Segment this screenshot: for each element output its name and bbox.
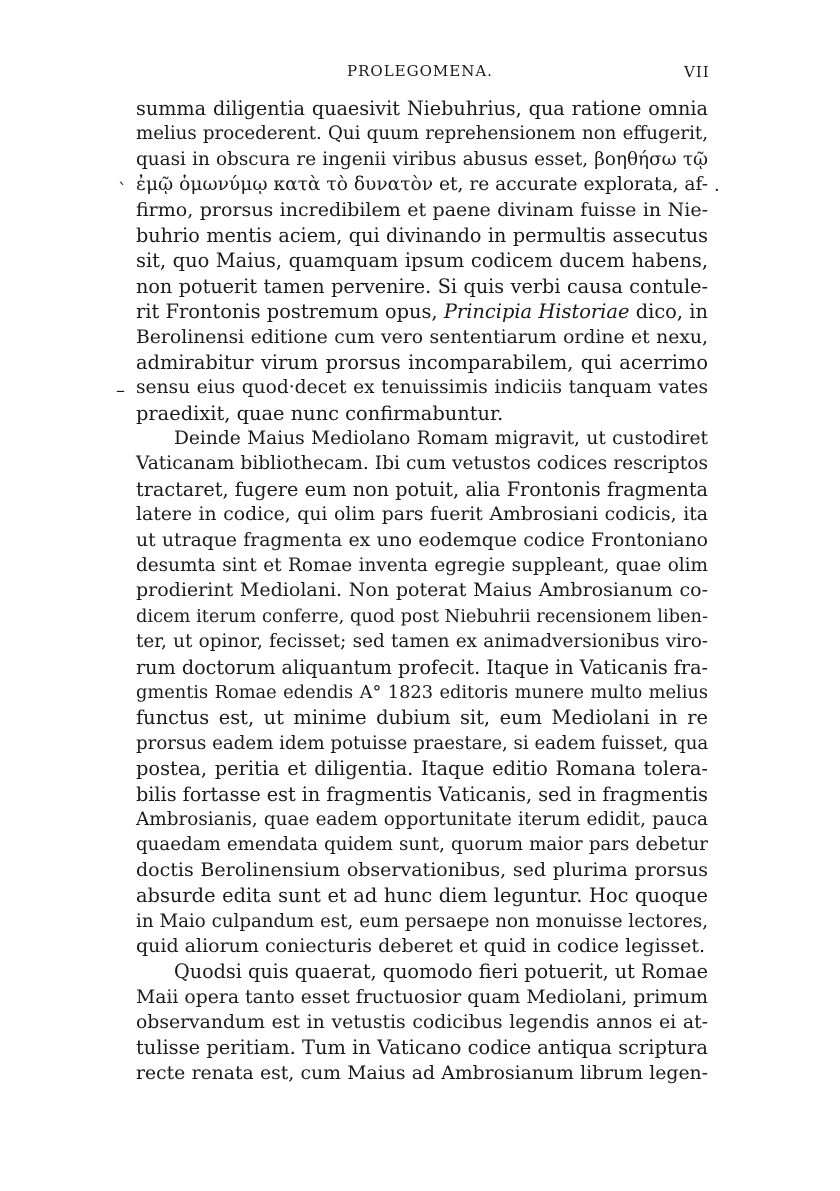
text-line: functus est, ut minime dubium sit, eum Mediolani in re — [136, 706, 708, 730]
text-line: tractaret, fugere eum non potuit, alia Frontonis fragmenta — [136, 477, 708, 501]
text-line: bilis fortasse est in fragmentis Vaticanis, sed in fragmentis — [136, 782, 708, 806]
text-line: dicem iterum conferre, quod post Niebuhrii recensionem liben- — [136, 605, 708, 627]
text-line: recte renata est, cum Maius ad Ambrosianum librum legen- — [136, 1062, 708, 1084]
text-line: sit, quo Maius, quamquam ipsum codicem ducem habens, — [136, 249, 708, 273]
text-line: Berolinensi editione cum vero sententiarum ordine et nexu, — [136, 326, 708, 348]
text-line: Ambrosianis, quae eadem opportunitate iterum edidit, pauca — [136, 808, 708, 830]
text-line: melius procederent. Qui quum reprehensionem non effugerit, — [136, 123, 708, 145]
text-line: desumta sint et Romae inventa egregie suppleant, quae olim — [136, 555, 708, 577]
text-line: in Maio culpandum est, eum persaepe non monuisse lectores, — [136, 910, 708, 932]
text-line: postea, peritia et diligentia. Itaque editio Romana tolera- — [136, 757, 708, 781]
text-line: admirabitur virum prorsus incomparabilem, qui acerrimo — [136, 350, 708, 374]
margin-tick-mark: ` — [118, 180, 127, 201]
text-line: absurde edita sunt et ad hunc diem leguntur. Hoc quoque — [136, 884, 708, 908]
text-line: Quodsi quis quaerat, quomodo fieri potuerit, ut Romae — [174, 960, 708, 984]
text-line: rum doctorum aliquantum profecit. Itaque in Vaticanis fra- — [136, 655, 708, 679]
text-line: prorsus eadem idem potuisse praestare, si eadem fuisset, qua — [136, 732, 709, 754]
text-line: non potuerit tamen pervenire. Si quis verbi causa contule- — [136, 274, 708, 298]
text-line: Deinde Maius Mediolano Romam migravit, ut custodiret — [174, 428, 708, 450]
text-line: ἐμῷ ὁμωνύμῳ κατὰ τὸ δυνατὸν et, re accurate explorata, af- — [136, 174, 708, 196]
text-line: sensu eius quod·decet ex tenuissimis indiciis tanquam vates — [136, 377, 708, 399]
text-line: prodierint Mediolani. Non poterat Maius Ambrosianum co- — [136, 579, 708, 602]
body-text — [136, 96, 708, 1086]
text-line: latere in codice, qui olim pars fuerit Ambrosiani codicis, ita — [136, 504, 708, 526]
text-line: gmentis Romae edendis A° 1823 editoris munere multo melius — [136, 681, 708, 703]
text-line: Vaticanam bibliothecam. Ibi cum vetustos codices rescriptos — [136, 453, 708, 475]
text-line: rit Frontonis postremum opus, Principia Historiae dico, in — [136, 300, 708, 324]
text-line: quasi in obscura re ingenii viribus abusus esset, βοηθήσω τῷ — [136, 148, 708, 170]
margin-dash-mark: – — [116, 380, 125, 401]
text-line: buhrio mentis aciem, qui divinando in permultis assecutus — [136, 223, 708, 247]
text-line: quid aliorum coniecturis deberet et quid in codice legisset. — [136, 934, 706, 957]
text-line: Maii opera tanto esset fructuosior quam Mediolani, primum — [136, 986, 708, 1008]
text-line: doctis Berolinensium observationibus, sed plurima prorsus — [136, 858, 708, 881]
running-title: PROLEGOMENA. — [347, 62, 493, 80]
text-line: praedixit, quae nunc confirmabuntur. — [136, 401, 504, 425]
page-number: VII — [684, 63, 710, 81]
text-line: ter, ut opinor, fecisset; sed tamen ex animadversionibus viro- — [136, 631, 708, 653]
text-line: tulisse peritiam. Tum in Vaticano codice antiqua scriptura — [136, 1036, 708, 1060]
text-line: firmo, prorsus incredibilem et paene divinam fuisse in Nie- — [136, 198, 708, 221]
margin-dot-mark: · — [714, 180, 720, 201]
text-line: ut utraque fragmenta ex uno eodemque codice Frontoniano — [136, 529, 708, 551]
text-line: summa diligentia quaesivit Niebuhrius, qua ratione omnia — [136, 97, 708, 120]
text-line: quaedam emendata quidem sunt, quorum maior pars debetur — [136, 834, 708, 856]
text-line: observandum est in vetustis codicibus legendis annos ei at- — [136, 1012, 708, 1034]
